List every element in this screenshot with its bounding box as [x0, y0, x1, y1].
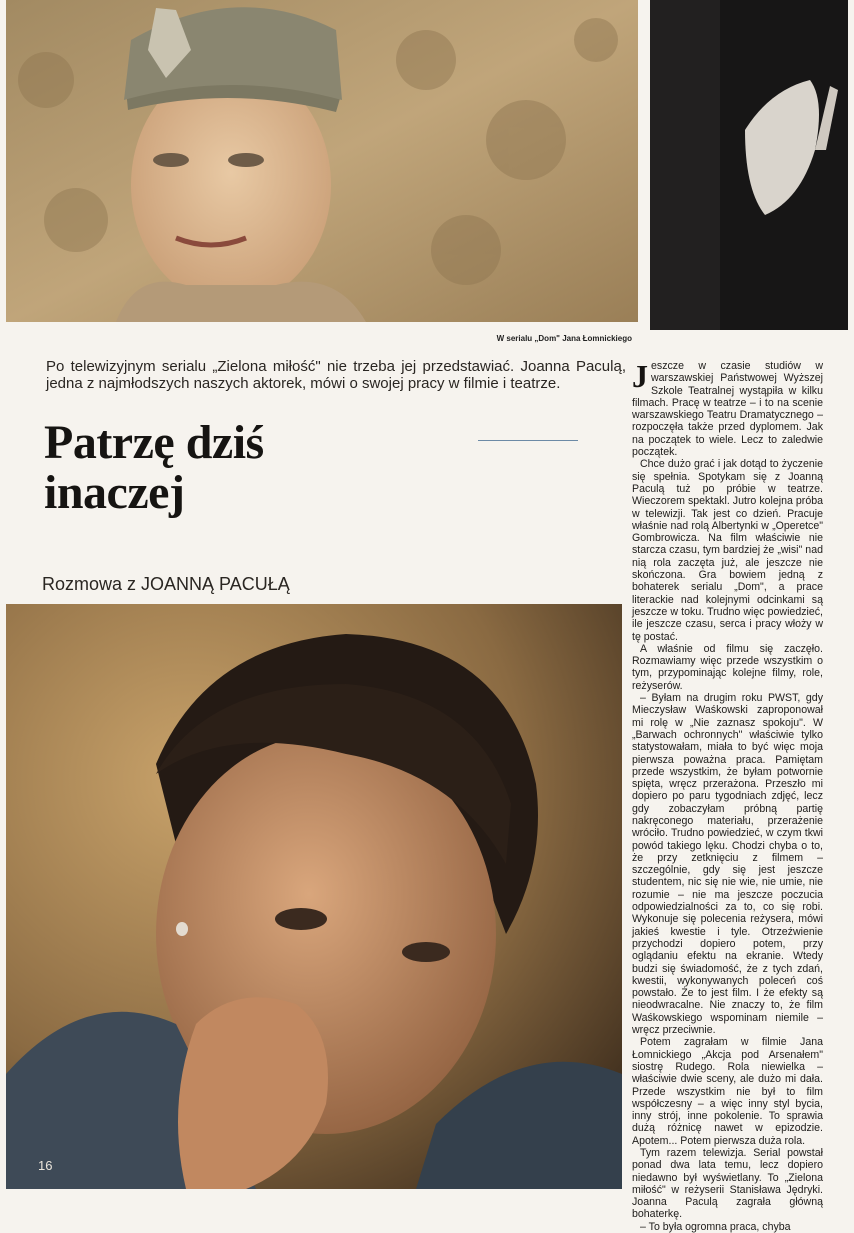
photo-soldier-cap: [6, 0, 638, 322]
article-body: [632, 358, 823, 1233]
article-paragraph-4: – Byłam na drugim roku PWST, gdy Mieczysław Waśkowski zaproponował mi rolę w „Nie zaznasz spokoju". W „Barwach ochronnych" właściwie tylko statystowałam, miała to być więc moja pierwsza poważna praca. Pamiętam przede wszystkim, że byłam potwornie spięta, wręcz przerażona. Przeszło mi dopiero po paru tygodniach zdjęć, lecz gdy zobaczyłam próbną partię nakręconego materiału, przerażenie wróciło. Trudno powiedzieć, w czym tkwi powód takiego lęku. Chodzi chyba o to, że przy zetknięciu z filmem – szczególnie, gdy się jest jeszcze studentem, nic się nie wie, nie umie, nie rozumie – nie ma jeszcze poczucia odpowiedzialności za to, co się robi. Wykonuje się polecenia reżysera, mówi jakieś kwestie i tyle. Otrzeźwienie przychodzi dopiero potem, przy oglądaniu efektu na ekranie. Wtedy budzi się świadomość, że z tych zdań, kwestii, wykonywanych poleceń coś powstało. Że to jest film. I że efekty są nieodwracalne. Nie znaczy to, że film Waśkowskiego wspominam niemile – wręcz przeciwnie.: [632, 692, 823, 1037]
article-paragraph-2: Chce dużo grać i jak dotąd to życzenie się spełnia. Spotykam się z Joanną Paculą tuż po próbie w teatrze. Wieczorem spektakl. Jutro kolejna próba w telewizji. Tak jest co dzień. Pracuje właśnie nad rolą Albertynki w „Operetce" Gombrowicza. Na film właściwie nie starcza czasu, tym bardziej że „wisi" nad nią rola zaczęta już, ale jeszcze nie skończona. Gra bowiem jedną z bohaterek serialu „Dom", a prace literackie nad kolejnymi odcinkami są jeszcze w toku. Trudno więc powiedzieć, ile jeszcze czasu, serca i pracy włoży w tę postać.: [632, 458, 823, 643]
page-number: 16: [38, 1158, 53, 1173]
article-paragraph-3: A właśnie od filmu się zaczęło. Rozmawiamy więc przede wszystkim o tym, przypominając kolejne filmy, role, reżyserów.: [632, 642, 823, 692]
photo-portrait: [6, 604, 622, 1189]
article-paragraph-1: Jeszcze w czasie studiów w warszawskiej Państwowej Wyższej Szkole Teatralnej wystąpiła w kilku filmach. Pracę w teatrze – i to na scenie warszawskiego Teatru Dramatycznego – rozpoczęła także przed dyplomem. Jak na początek to wiele. Lecz to zaledwie początek.: [632, 358, 823, 459]
headline-line-2: inaczej: [44, 466, 185, 519]
article-subhead: Rozmowa z JOANNĄ PACUŁĄ: [42, 574, 290, 594]
article-paragraph-7: – To była ogromna praca, chyba: [640, 1220, 791, 1233]
decorative-rule: [478, 440, 578, 441]
lede-paragraph: Po telewizyjnym serialu „Zielona miłość" nie trzeba jej przedstawiać. Joanna Paculą, jedna z najmłodszych naszych aktorek, mówi o swojej pracy w filmie i teatrze.: [46, 358, 626, 392]
drop-cap: J: [632, 358, 648, 394]
article-paragraph-6: Tym razem telewizja. Serial powstał ponad dwa lata temu, lecz dopiero niedawno był wyświetlany. To „Zielona miłość" w reżyserii Stanisława Jędryki. Joanna Paculą zagrała główną bohaterkę.: [632, 1147, 823, 1221]
photo-caption: W serialu „Dom" Jana Łomnickiego: [496, 334, 632, 343]
photo-dark-hand: [650, 0, 848, 330]
article-headline: [44, 418, 464, 518]
article-paragraph-5: Potem zagrałam w filmie Jana Łomnickiego „Akcja pod Arsenałem" siostrę Rudego. Rola niewielka – właściwie dwie sceny, ale dużo mi dała. Przede wszystkim nie był to film współczesny – a więc inny styl bycia, inny strój, inne pokolenie. To sprawia dużą różnicę nawet w epizodzie. Apotem... Potem pierwsza duża rola.: [632, 1036, 823, 1147]
headline-line-1: Patrzę dziś: [44, 416, 264, 469]
